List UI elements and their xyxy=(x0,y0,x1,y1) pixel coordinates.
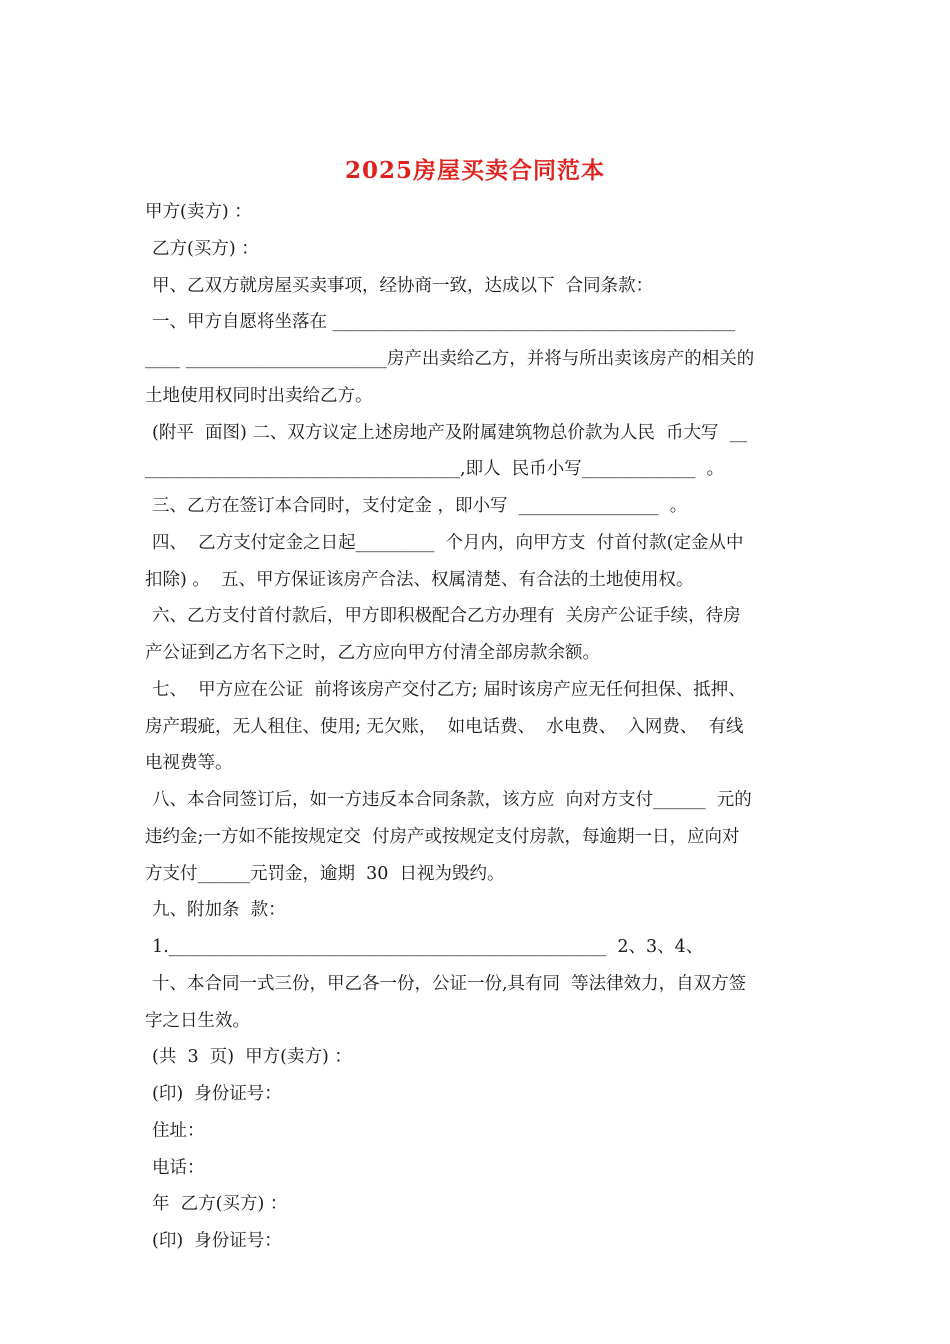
text-line: 字之日生效。 xyxy=(145,1010,250,1031)
text-line: 六、乙方支付首付款后，甲方即积极配合乙方办理有 关房产公证手续，待房 xyxy=(152,606,741,627)
text-line: 一、甲方自愿将坐落在 ______________________________________________ xyxy=(152,312,736,333)
text-line: 住址： xyxy=(152,1120,205,1141)
text-line: 违约金;一方如不能按规定交 付房产或按规定支付房款，每逾期一日，应向对 xyxy=(145,826,740,847)
document-title: 2025房屋买卖合同范本 xyxy=(344,157,605,184)
text-line: (附平 面图) 二、双方议定上述房地产及附属建筑物总价款为人民 币大写 __ xyxy=(152,422,748,443)
text-line: 方支付______元罚金，逾期 30 日视为毁约。 xyxy=(145,863,505,884)
text-line: 电视费等。 xyxy=(145,753,233,774)
text-line: (印) 身份证号： xyxy=(152,1231,282,1251)
text-line: 乙方(买方) ： xyxy=(152,238,259,259)
text-line: 甲方(卖方) ： xyxy=(145,202,252,222)
text-line: 扣除) 。 五、甲方保证该房产合法、权属清楚、有合法的土地使用权。 xyxy=(145,569,694,590)
text-line: 七、 甲方应在公证 前将该房产交付乙方; 届时该房产应无任何担保、抵押、 xyxy=(152,679,746,700)
text-line: 电话： xyxy=(152,1157,205,1178)
text-line: 甲、乙双方就房屋买卖事项，经协商一致，达成以下 合同条款： xyxy=(152,275,654,296)
text-line: (印) 身份证号： xyxy=(152,1084,282,1104)
text-line: 1.__________________________________________________ 2、3、4、 xyxy=(152,937,704,957)
text-line: 九、附加条 款： xyxy=(152,900,286,921)
text-line: 三、乙方在签订本合同时，支付定金 ，即小写 ________________ 。 xyxy=(152,496,688,516)
text-line: 土地使用权同时出卖给乙方。 xyxy=(145,385,373,406)
text-line: ____ _______________________房产出卖给乙方，并将与所出卖该房产的相关的 xyxy=(145,349,755,369)
text-line: ____________________________________,即人 民币小写_____________ 。 xyxy=(145,459,725,480)
text-line: 产公证到乙方名下之时，乙方应向甲方付清全部房款余额。 xyxy=(145,643,600,663)
text-line: 十、本合同一式三份，甲乙各一份，公证一份,具有同 等法律效力，自双方签 xyxy=(152,973,747,994)
text-line: 八、本合同签订后，如一方违反本合同条款，该方应 向对方支付______ 元的 xyxy=(152,790,752,810)
text-line: 房产瑕疵，无人租住、使用; 无欠账， 如电话费、 水电费、 入网费、 有线 xyxy=(145,716,744,737)
text-line: (共 3 页) 甲方(卖方) ： xyxy=(152,1047,352,1068)
text-line: 年 乙方(买方) ： xyxy=(152,1194,288,1215)
text-line: 四、 乙方支付定金之日起_________ 个月内，向甲方支 付首付款(定金从中 xyxy=(152,532,744,553)
